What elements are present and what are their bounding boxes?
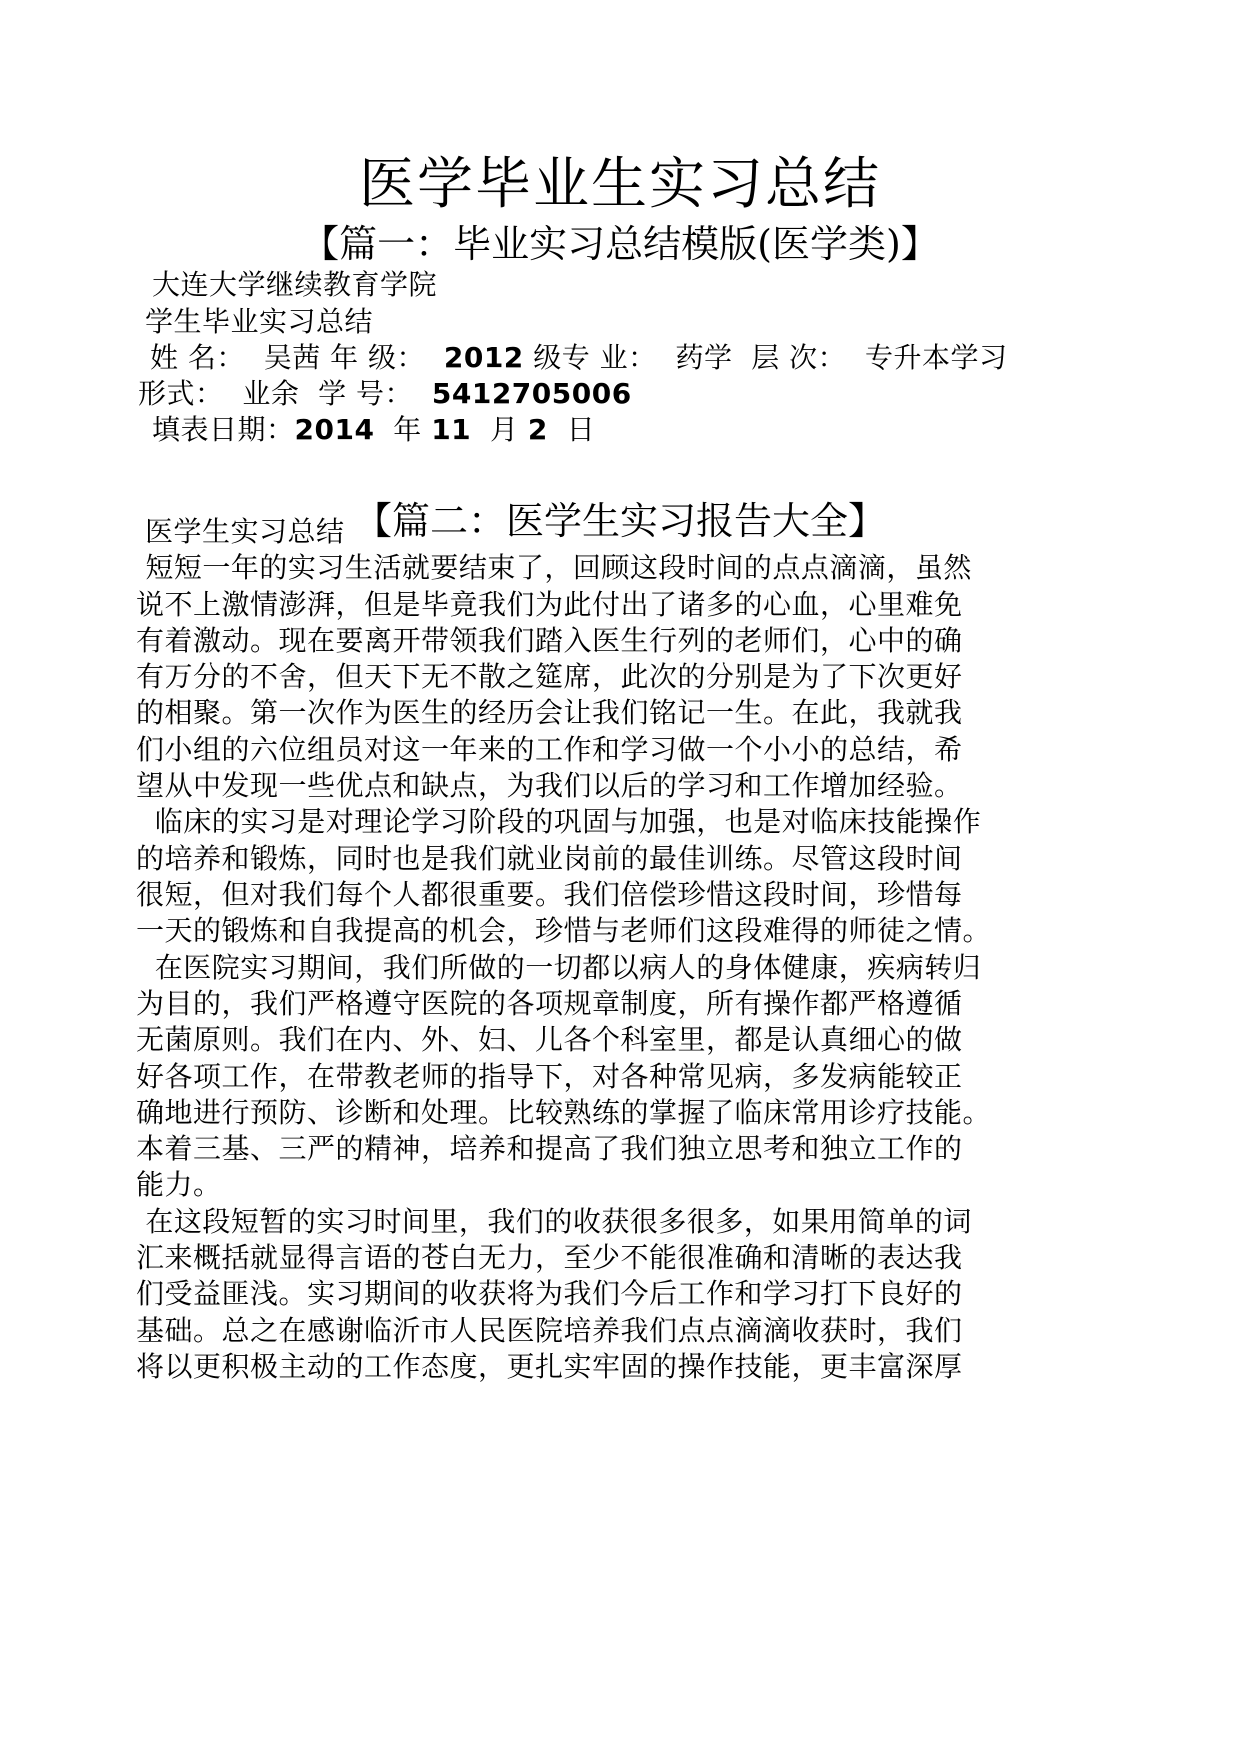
student-id-label: 学 号： [318, 377, 414, 410]
body-line: 们小组的六位组员对这一年来的工作和学习做一个小小的总结，希 [136, 733, 963, 766]
body-line: 为目的，我们严格遵守医院的各项规章制度，所有操作都严格遵循 [136, 987, 963, 1020]
level-label: 层 次： [751, 341, 847, 374]
body-line: 将以更积极主动的工作态度，更扎实牢固的操作技能，更丰富深厚 [136, 1350, 963, 1383]
date-year-unit: 年 [393, 413, 422, 446]
grade-suffix: 级 [533, 341, 562, 374]
study-mode-label-part1: 学习 [950, 341, 1008, 374]
section-heading-2: 【篇二：医学生实习报告大全】 [353, 499, 886, 543]
form-row-1 [150, 338, 1008, 378]
study-mode-label-part2: 形式： [138, 377, 224, 410]
body-line: 有着激动。现在要离开带领我们踏入医生行列的老师们，心中的确 [136, 624, 963, 657]
body-line: 本着三基、三严的精神，培养和提高了我们独立思考和独立工作的 [136, 1132, 963, 1165]
body-line: 无菌原则。我们在内、外、妇、儿各个科室里，都是认真细心的做 [136, 1023, 963, 1056]
section-heading-1: 【篇一：毕业实习总结模版(医学类)】 [301, 222, 939, 266]
date-label: 填表日期： [152, 413, 295, 446]
body-line: 短短一年的实习生活就要结束了，回顾这段时间的点点滴滴，虽然 [136, 551, 972, 584]
grade-value: 2012 [443, 341, 524, 374]
body-line: 在这段短暂的实习时间里，我们的收获很多很多，如果用简单的词 [136, 1205, 972, 1238]
document-title: 医学毕业生实习总结 [359, 152, 881, 217]
student-id-value: 5412705006 [431, 377, 632, 410]
body-line: 望从中发现一些优点和缺点，为我们以后的学习和工作增加经验。 [136, 769, 963, 802]
form-row-3 [152, 410, 595, 450]
body-line: 的培养和锻炼，同时也是我们就业岗前的最佳训练。尽管这段时间 [136, 842, 963, 875]
body-line: 在医院实习期间，我们所做的一切都以病人的身体健康，疾病转归 [136, 951, 982, 984]
name-label: 姓 名： [150, 341, 245, 374]
institution-name: 大连大学继续教育学院 [152, 268, 438, 301]
name-value: 吴茜 [263, 341, 321, 374]
major-label: 专 业： [561, 341, 657, 374]
major-value: 药学 [675, 341, 733, 374]
date-day: 2 [527, 413, 548, 446]
body-line: 的相聚。第一次作为医生的经历会让我们铭记一生。在此，我就我 [136, 696, 963, 729]
body-line: 好各项工作，在带教老师的指导下，对各种常见病，多发病能较正 [136, 1060, 963, 1093]
body-line: 很短，但对我们每个人都很重要。我们倍偿珍惜这段时间，珍惜每 [136, 878, 963, 911]
body-line: 能力。 [136, 1168, 222, 1201]
body-line: 汇来概括就显得言语的苍白无力，至少不能很准确和清晰的表达我 [136, 1241, 963, 1274]
date-year: 2014 [294, 413, 375, 446]
body-line: 临床的实习是对理论学习阶段的巩固与加强，也是对临床技能操作 [136, 805, 982, 838]
date-month: 11 [431, 413, 472, 446]
form-title: 学生毕业实习总结 [145, 305, 374, 338]
body-line: 们受益匪浅。实习期间的收获将为我们今后工作和学习打下良好的 [136, 1277, 963, 1310]
report-subtitle: 医学生实习总结 [145, 515, 345, 548]
date-month-unit: 月 [489, 413, 519, 446]
body-line: 说不上激情澎湃，但是毕竟我们为此付出了诸多的心血，心里难免 [136, 588, 963, 621]
body-line: 基础。总之在感谢临沂市人民医院培养我们点点滴滴收获时，我们 [136, 1314, 963, 1347]
level-value: 专升本 [864, 341, 951, 374]
study-mode-value: 业余 [242, 377, 300, 410]
body-line: 确地进行预防、诊断和处理。比较熟练的掌握了临床常用诊疗技能。 [136, 1096, 992, 1129]
date-day-unit: 日 [566, 413, 596, 446]
form-row-2 [138, 374, 632, 414]
body-line: 一天的锻炼和自我提高的机会，珍惜与老师们这段难得的师徒之情。 [136, 914, 992, 947]
grade-label: 年 级： [330, 341, 426, 374]
body-line: 有万分的不舍，但天下无不散之筵席，此次的分别是为了下次更好 [136, 660, 963, 693]
